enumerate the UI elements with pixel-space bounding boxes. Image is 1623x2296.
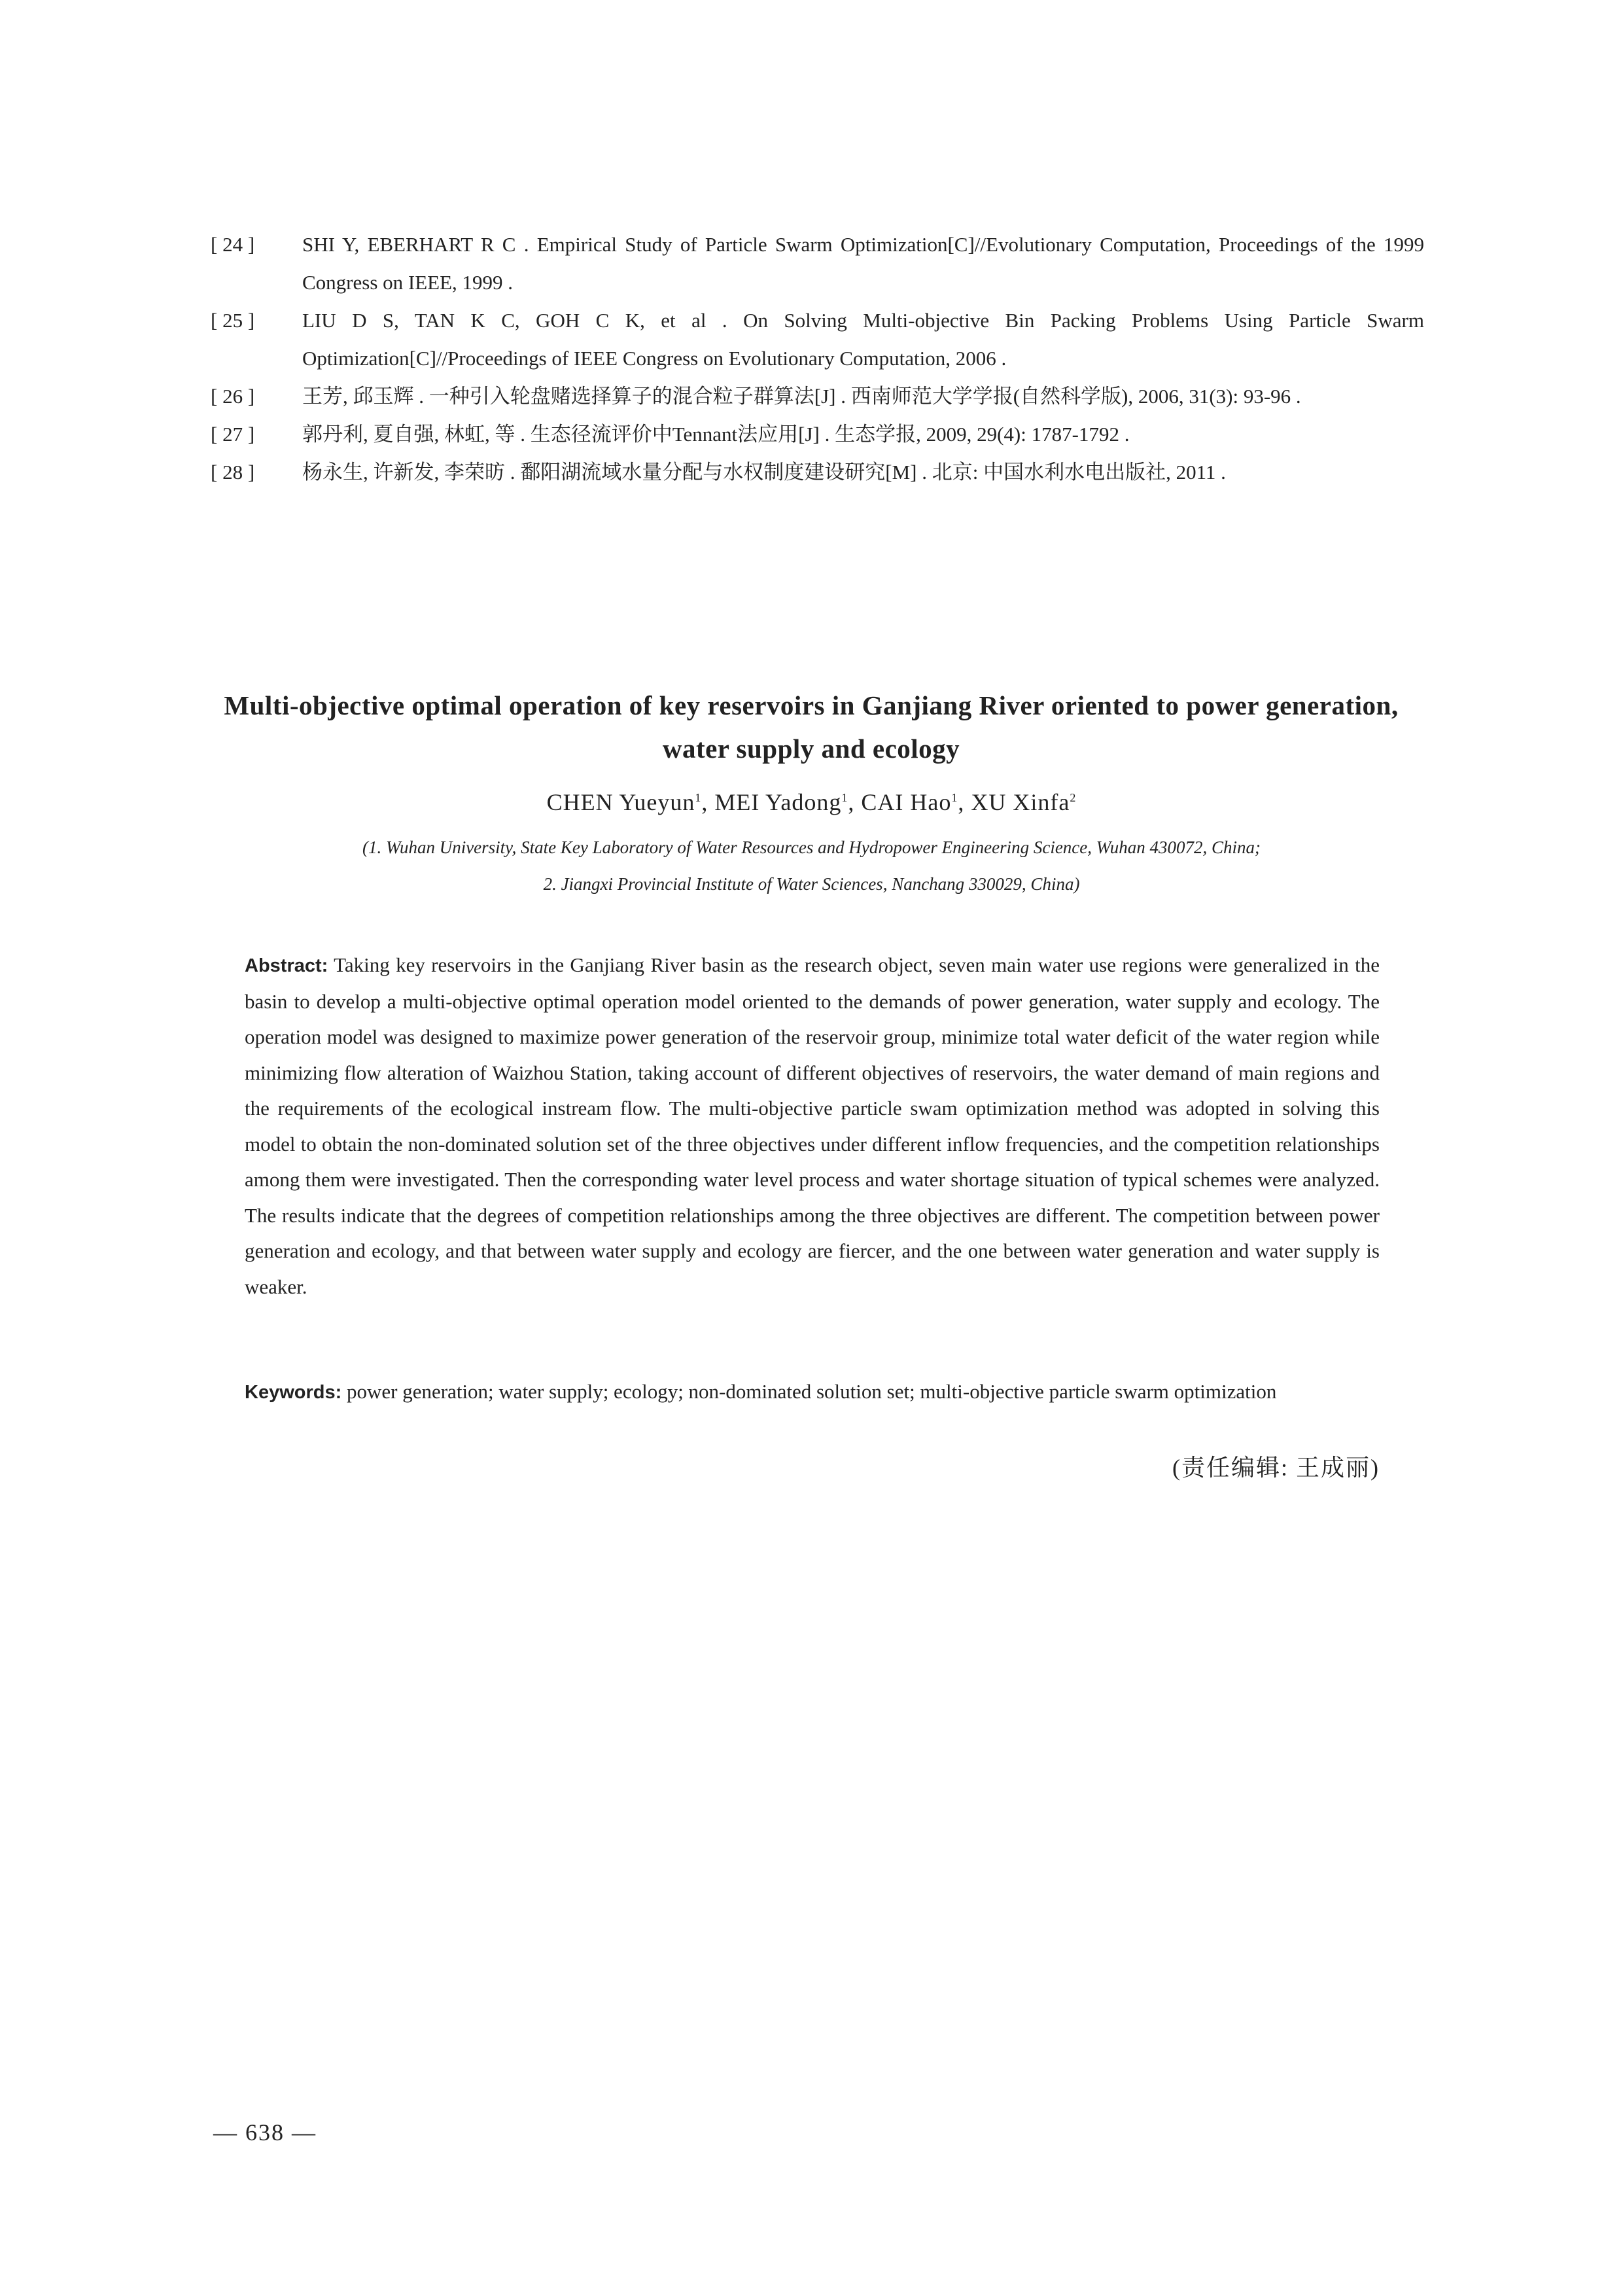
author-separator: , [701,789,715,815]
reference-item [211,226,1424,302]
author-separator: , [848,789,862,815]
reference-list [211,226,1424,491]
keywords-text: power generation; water supply; ecology; non-dominated solution set; multi-objective particle swarm optimization [341,1380,1277,1403]
page-number: — 638 — [213,2119,317,2146]
reference-text: 王芳, 邱玉辉 . 一种引入轮盘赌选择算子的混合粒子群算法[J] . 西南师范大学学报(自然科学版), 2006, 31(3): 93-96 . [302,385,1301,408]
reference-item [211,453,1424,491]
reference-text: LIU D S, TAN K C, GOH C K, et al . On Solving Multi-objective Bin Packing Problems Using Particle Swarm Optimization[C]//Proceedings of IEEE Congress on Evolutionary Computation, 2006 . [302,309,1424,370]
reference-number: [ 26 ] [211,385,255,408]
reference-text: 杨永生, 许新发, 李荣昉 . 鄱阳湖流域水量分配与水权制度建设研究[M] . 北京: 中国水利水电出版社, 2011 . [302,461,1226,484]
author-name: CHEN Yueyun [546,789,695,815]
author-affiliation-mark: 2 [1070,791,1077,804]
author-separator: , [958,789,971,815]
author-affiliation-mark: 1 [951,791,958,804]
keywords [245,1374,1380,1411]
author-list [0,788,1623,816]
reference-text: 郭丹利, 夏自强, 林虹, 等 . 生态径流评价中Tennant法应用[J] . 生态学报, 2009, 29(4): 1787-1792 . [302,423,1130,446]
reference-number: [ 27 ] [211,423,255,446]
reference-number: [ 28 ] [211,461,255,484]
author-name: CAI Hao [861,789,952,815]
reference-number: [ 25 ] [211,309,255,332]
author-affiliation-mark: 1 [695,791,702,804]
reference-item [211,378,1424,415]
abstract [245,947,1380,1305]
reference-text: SHI Y, EBERHART R C . Empirical Study of Particle Swarm Optimization[C]//Evolutionary Computation, Proceedings of the 1999 Congress on IEEE, 1999 . [302,233,1424,294]
abstract-text: Taking key reservoirs in the Ganjiang River basin as the research object, seven main water use regions were generalized in the basin to develop a multi-objective optimal operation model oriented to the demands of power generation, water supply and ecology. The operation model was designed to maximize power generation of the reservoir group, minimize total water deficit of the water region while minimizing flow alteration of Waizhou Station, taking account of different objectives of reservoirs, the water demand of main regions and the requirements of the ecological instream flow. The multi-objective particle swam optimization method was adopted in solving this model to obtain the non-dominated solution set of the three objectives under different inflow frequencies, and the competition relationships among them were investigated. Then the corresponding water level process and water shortage situation of typical schemes were analyzed. The results indicate that the degrees of competition relationships among the three objectives are different. The competition between power generation and ecology, and that between water supply and ecology are fiercer, and the one between water generation and water supply is weaker. [245,953,1380,1298]
reference-number: [ 24 ] [211,233,255,256]
abstract-label: Abstract: [245,955,328,976]
responsible-editor: (责任编辑: 王成丽) [1172,1455,1380,1481]
affiliation-1: (1. Wuhan University, State Key Laboratory of Water Resources and Hydropower Engineering Science, Wuhan 430072, China; [362,838,1261,857]
author-name: MEI Yadong [714,789,842,815]
affiliation-2: 2. Jiangxi Provincial Institute of Water Sciences, Nanchang 330029, China) [543,874,1080,894]
keywords-label: Keywords: [245,1382,342,1403]
author-name: XU Xinfa [971,789,1070,815]
reference-item [211,415,1424,453]
paper-title: Multi-objective optimal operation of key reservoirs in Ganjiang River oriented to power generation, water supply and ecology [224,690,1399,764]
author-affiliation-mark: 1 [841,791,848,804]
reference-item [211,302,1424,378]
